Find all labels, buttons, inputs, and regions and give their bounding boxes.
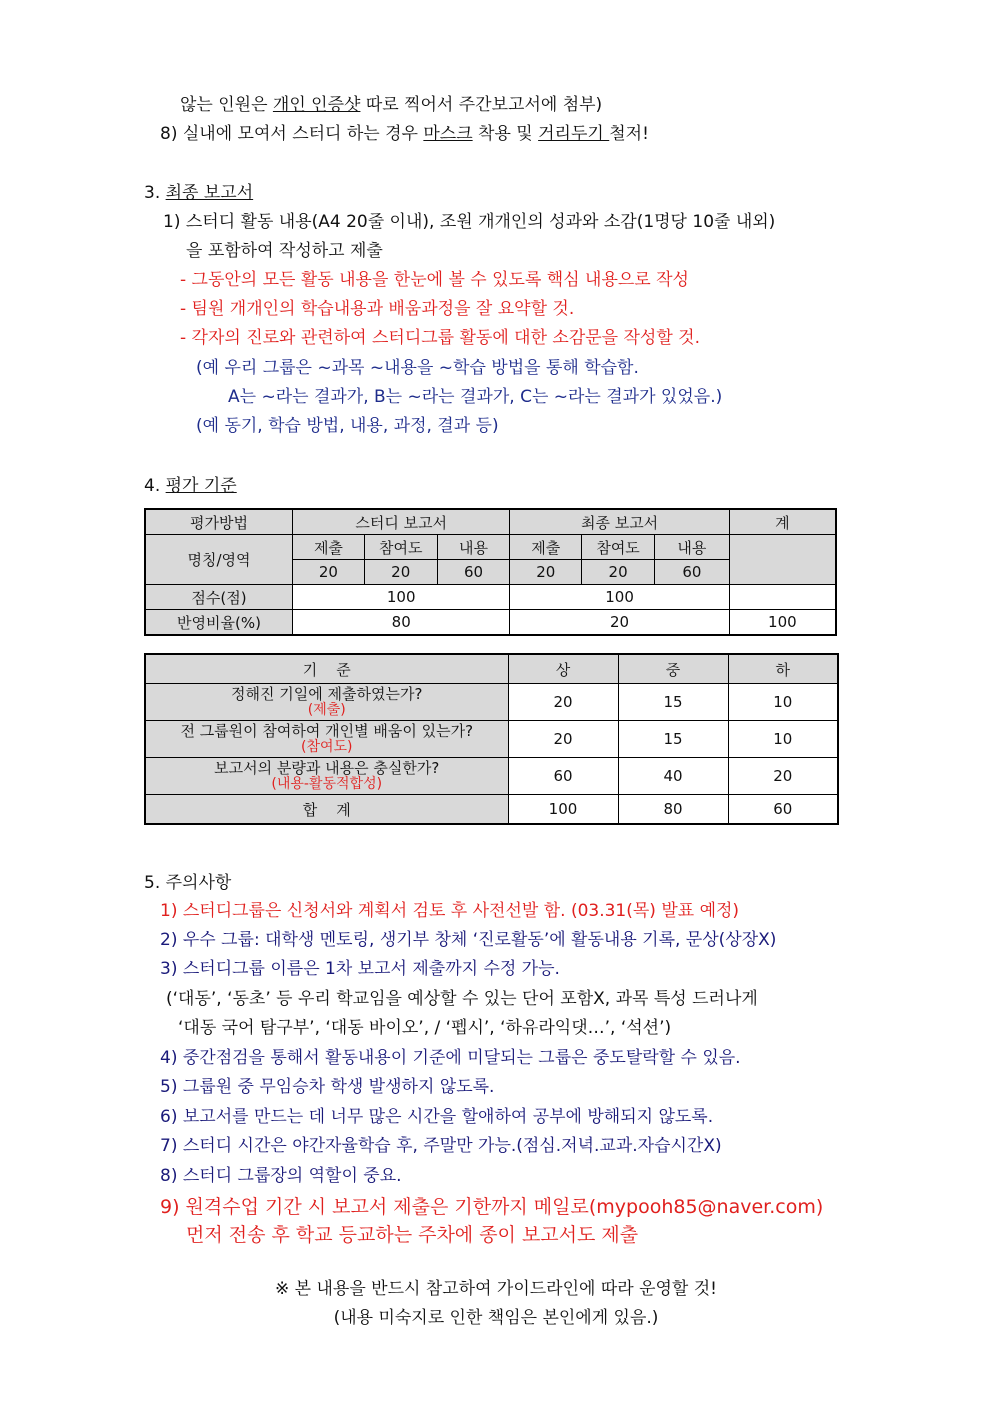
- header-criteria: 기 준: [145, 654, 508, 684]
- section-title: 최종 보고서: [165, 183, 254, 203]
- footer-disclaimer: (내용 미숙지로 인한 책임은 본인에게 있음.): [333, 1308, 659, 1328]
- mid-value: 40: [618, 758, 728, 795]
- section3-item1-cont: 을 포함하여 작성하고 제출: [186, 241, 383, 261]
- notice-6: 6) 보고서를 만드는 데 너무 많은 시간을 할애하여 공부에 방해되지 않도록.: [160, 1107, 714, 1127]
- sum-row: [145, 795, 838, 825]
- table-row: [145, 684, 838, 721]
- ratio-total: 100: [729, 610, 836, 636]
- col-content: 내용: [437, 535, 510, 560]
- table-row: [145, 758, 838, 795]
- header-mid: 중: [618, 654, 728, 684]
- notice-8: 8) 스터디 그룹장의 역할이 중요.: [160, 1166, 402, 1186]
- criteria-sub: (제출): [307, 702, 346, 718]
- section3-red-2: - 팀원 개개인의 학습내용과 배움과정을 잘 요약할 것.: [180, 299, 575, 319]
- sum-high: 100: [508, 795, 618, 825]
- criteria-main: 보고서의 분량과 내용은 충실한가?: [214, 759, 440, 777]
- criteria-table: [144, 653, 839, 825]
- section3-heading: [144, 182, 253, 204]
- notice-2: 2) 우수 그룹: 대학생 멘토링, 생기부 창체 ‘진로활동’에 활동내용 기록, 문상(상장X): [160, 930, 777, 950]
- distance-underline: 거리두기: [538, 124, 610, 144]
- notice-9-cont: 먼저 전송 후 학교 등교하는 주차에 종이 보고서도 제출: [186, 1224, 639, 1246]
- notice-3-examples: ‘대동 국어 탐구부’, ‘대동 바이오’, / ‘펩시’, ‘하유라익댓…’, ‘석션’): [178, 1018, 672, 1038]
- section-title: 평가 기준: [165, 476, 237, 496]
- table-row: [145, 721, 838, 758]
- section3-example-1: (예 우리 그룹은 ~과목 ~내용을 ~학습 방법을 통해 학습함.: [196, 358, 639, 378]
- footer-note: ※ 본 내용을 반드시 참고하여 가이드라인에 따라 운영할 것!: [275, 1279, 717, 1299]
- evaluation-table: [144, 508, 837, 636]
- sum-low: 60: [728, 795, 838, 825]
- intro-line-2: [160, 123, 649, 145]
- col-submit: 제출: [293, 535, 365, 560]
- low-value: 10: [728, 721, 838, 758]
- score-final: 100: [510, 585, 729, 610]
- sum-label: 합 계: [145, 795, 508, 825]
- header-high: 상: [508, 654, 618, 684]
- score-study: 100: [293, 585, 510, 610]
- section3-item1: 1) 스터디 활동 내용(A4 20줄 이내), 조원 개개인의 성과와 소감(1명당 10줄 내외): [163, 212, 776, 232]
- section-number: 4.: [144, 476, 166, 496]
- intro-text: 착용 및: [472, 124, 539, 144]
- score-total-blank: [729, 585, 836, 610]
- score-label: 점수(점): [145, 585, 293, 610]
- value-cell: 20: [364, 560, 437, 585]
- criteria-sub: (내용-활동적합성): [271, 776, 383, 792]
- value-cell: 20: [510, 560, 582, 585]
- ratio-study: 80: [293, 610, 510, 636]
- intro-text: 따로 찍어서 주간보고서에 첨부): [360, 95, 603, 115]
- notice-3: 3) 스터디그룹 이름은 1차 보고서 제출까지 수정 가능.: [160, 959, 560, 979]
- section3-red-3: - 각자의 진로와 관련하여 스터디그룹 활동에 대한 소감문을 작성할 것.: [180, 328, 700, 348]
- criteria-cell: [145, 684, 508, 721]
- value-cell: 20: [582, 560, 655, 585]
- header-study-report: 스터디 보고서: [293, 509, 510, 535]
- intro-line-1: [180, 94, 602, 116]
- intro-text: 않는 인원은: [180, 95, 273, 115]
- section3-red-1: - 그동안의 모든 활동 내용을 한눈에 볼 수 있도록 핵심 내용으로 작성: [180, 270, 689, 290]
- total-blank: [729, 535, 836, 585]
- low-value: 20: [728, 758, 838, 795]
- notice-9: 9) 원격수업 기간 시 보고서 제출은 기한까지 메일로(mypooh85@naver.com): [160, 1196, 824, 1218]
- mid-value: 15: [618, 684, 728, 721]
- sum-mid: 80: [618, 795, 728, 825]
- value-cell: 60: [437, 560, 510, 585]
- mask-underline: 마스크: [423, 124, 473, 144]
- criteria-cell: [145, 758, 508, 795]
- header-final-report: 최종 보고서: [510, 509, 729, 535]
- high-value: 60: [508, 758, 618, 795]
- col-submit: 제출: [510, 535, 582, 560]
- intro-text: 철저!: [609, 124, 649, 144]
- value-cell: 60: [654, 560, 729, 585]
- col-participation: 참여도: [364, 535, 437, 560]
- notice-1: 1) 스터디그룹은 신청서와 계획서 검토 후 사전선발 함. (03.31(목) 발표 예정): [160, 901, 740, 921]
- col-content: 내용: [654, 535, 729, 560]
- criteria-main: 전 그룹원이 참여하여 개인별 배움이 있는가?: [180, 722, 474, 740]
- header-method: 평가방법: [145, 509, 293, 535]
- low-value: 10: [728, 684, 838, 721]
- intro-underline: 개인 인증샷: [272, 95, 361, 115]
- section3-example-1-cont: A는 ~라는 결과가, B는 ~라는 결과가, C는 ~라는 결과가 있었음.): [228, 387, 723, 407]
- header-name-area: 명칭/영역: [145, 535, 293, 585]
- notice-5: 5) 그룹원 중 무임승차 학생 발생하지 않도록.: [160, 1077, 495, 1097]
- header-low: 하: [728, 654, 838, 684]
- section5-heading: 5. 주의사항: [144, 873, 232, 893]
- criteria-cell: [145, 721, 508, 758]
- col-participation: 참여도: [582, 535, 655, 560]
- criteria-sub: (참여도): [301, 739, 353, 755]
- header-total: 계: [729, 509, 836, 535]
- criteria-main: 정해진 기일에 제출하였는가?: [231, 685, 423, 703]
- notice-4: 4) 중간점검을 통해서 활동내용이 기준에 미달되는 그룹은 중도탈락할 수 있음.: [160, 1048, 741, 1068]
- ratio-final: 20: [510, 610, 729, 636]
- ratio-label: 반영비율(%): [145, 610, 293, 636]
- notice-3-detail: (‘대동’, ‘동초’ 등 우리 학교임을 예상할 수 있는 단어 포함X, 과목 특성 드러나게: [166, 989, 758, 1009]
- intro-text: 8) 실내에 모여서 스터디 하는 경우: [160, 124, 424, 144]
- section-number: 3.: [144, 183, 166, 203]
- section4-heading: [144, 475, 237, 497]
- notice-7: 7) 스터디 시간은 야간자율학습 후, 주말만 가능.(점심.저녁.교과.자습시간X): [160, 1136, 722, 1156]
- mid-value: 15: [618, 721, 728, 758]
- high-value: 20: [508, 684, 618, 721]
- value-cell: 20: [293, 560, 365, 585]
- section3-example-2: (예 동기, 학습 방법, 내용, 과정, 결과 등): [196, 416, 499, 436]
- high-value: 20: [508, 721, 618, 758]
